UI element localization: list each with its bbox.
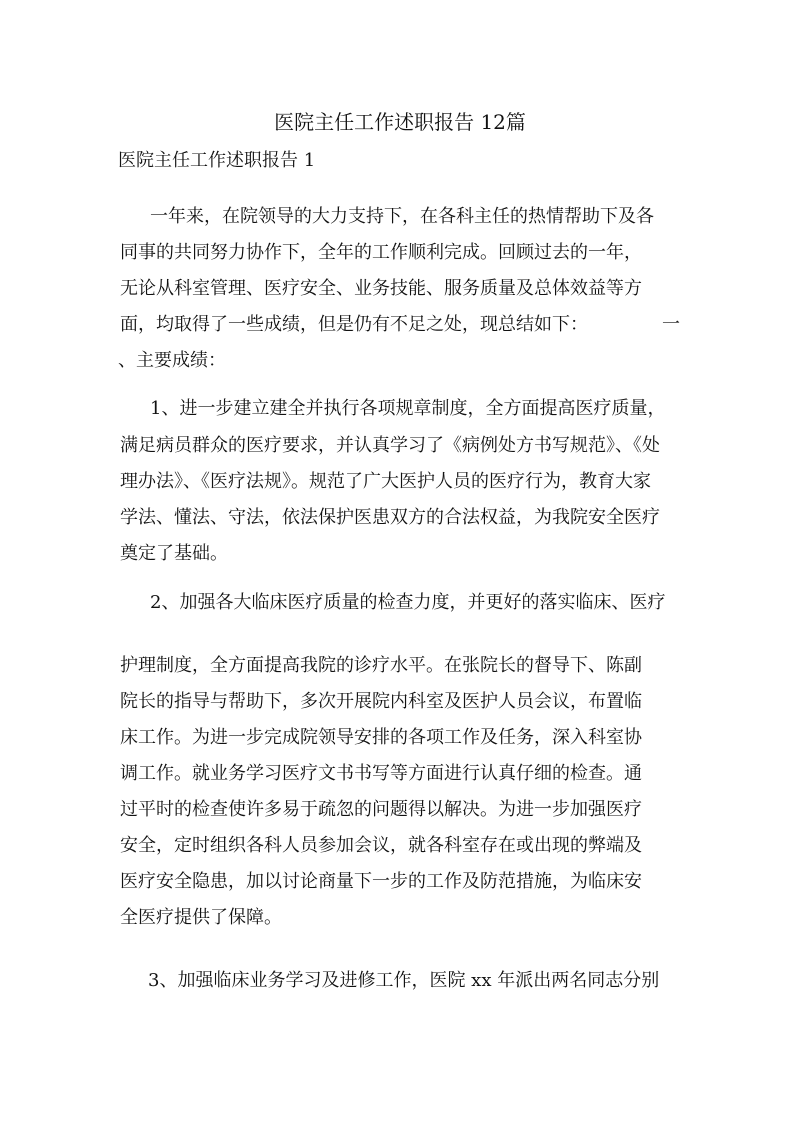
paragraph-line: 安全，定时组织各科人员参加会议，就各科室存在或出现的弊端及: [120, 835, 642, 856]
paragraph-line: 无论从科室管理、医疗安全、业务技能、服务质量及总体效益等方: [120, 278, 642, 299]
paragraph-line: 过平时的检查使许多易于疏忽的问题得以解决。为进一步加强医疗: [120, 799, 642, 820]
paragraph-line: 床工作。为进一步完成院领导安排的各项工作及任务，深入科室协: [120, 727, 642, 748]
paragraph-line: 调工作。就业务学习医疗文书书写等方面进行认真仔细的检查。通: [120, 763, 642, 784]
paragraph-line: 面，均取得了一些成绩，但是仍有不足之处，现总结如下：: [120, 314, 588, 335]
paragraph-line: 全医疗提供了保障。: [120, 907, 282, 928]
paragraph-line: 院长的指导与帮助下，多次开展院内科室及医护人员会议，布置临: [120, 691, 642, 712]
paragraph-line: 3、加强临床业务学习及进修工作，医院 xx 年派出两名同志分别: [148, 970, 660, 991]
paragraph-line-fragment: 一: [662, 314, 680, 335]
paragraph-line: 奠定了基础。: [120, 543, 228, 564]
paragraph-line: 满足病员群众的医疗要求，并认真学习了《病例处方书写规范》、《处: [120, 435, 660, 456]
paragraph-line: 医疗安全隐患，加以讨论商量下一步的工作及防范措施，为临床安: [120, 871, 642, 892]
paragraph-line: 理办法》、《医疗法规》。规范了广大医护人员的医疗行为，教育大家: [120, 471, 651, 492]
paragraph-line: 1、进一步建立建全并执行各项规章制度，全方面提高医疗质量，: [150, 398, 666, 419]
document-title: 医院主任工作述职报告 12篇: [274, 110, 526, 134]
paragraph-line: 一年来，在院领导的大力支持下，在各科主任的热情帮助下及各: [150, 206, 654, 227]
paragraph-line: 护理制度，全方面提高我院的诊疗水平。在张院长的督导下、陈副: [120, 655, 642, 676]
paragraph-line: 学法、懂法、守法，依法保护医患双方的合法权益，为我院安全医疗: [120, 507, 660, 528]
paragraph-line: 、主要成绩：: [118, 350, 226, 371]
paragraph-line: 2、加强各大临床医疗质量的检查力度，并更好的落实临床、医疗: [150, 592, 666, 613]
paragraph-line: 同事的共同努力协作下，全年的工作顺利完成。回顾过去的一年，: [120, 242, 642, 263]
document-subtitle: 医院主任工作述职报告 1: [118, 150, 316, 171]
